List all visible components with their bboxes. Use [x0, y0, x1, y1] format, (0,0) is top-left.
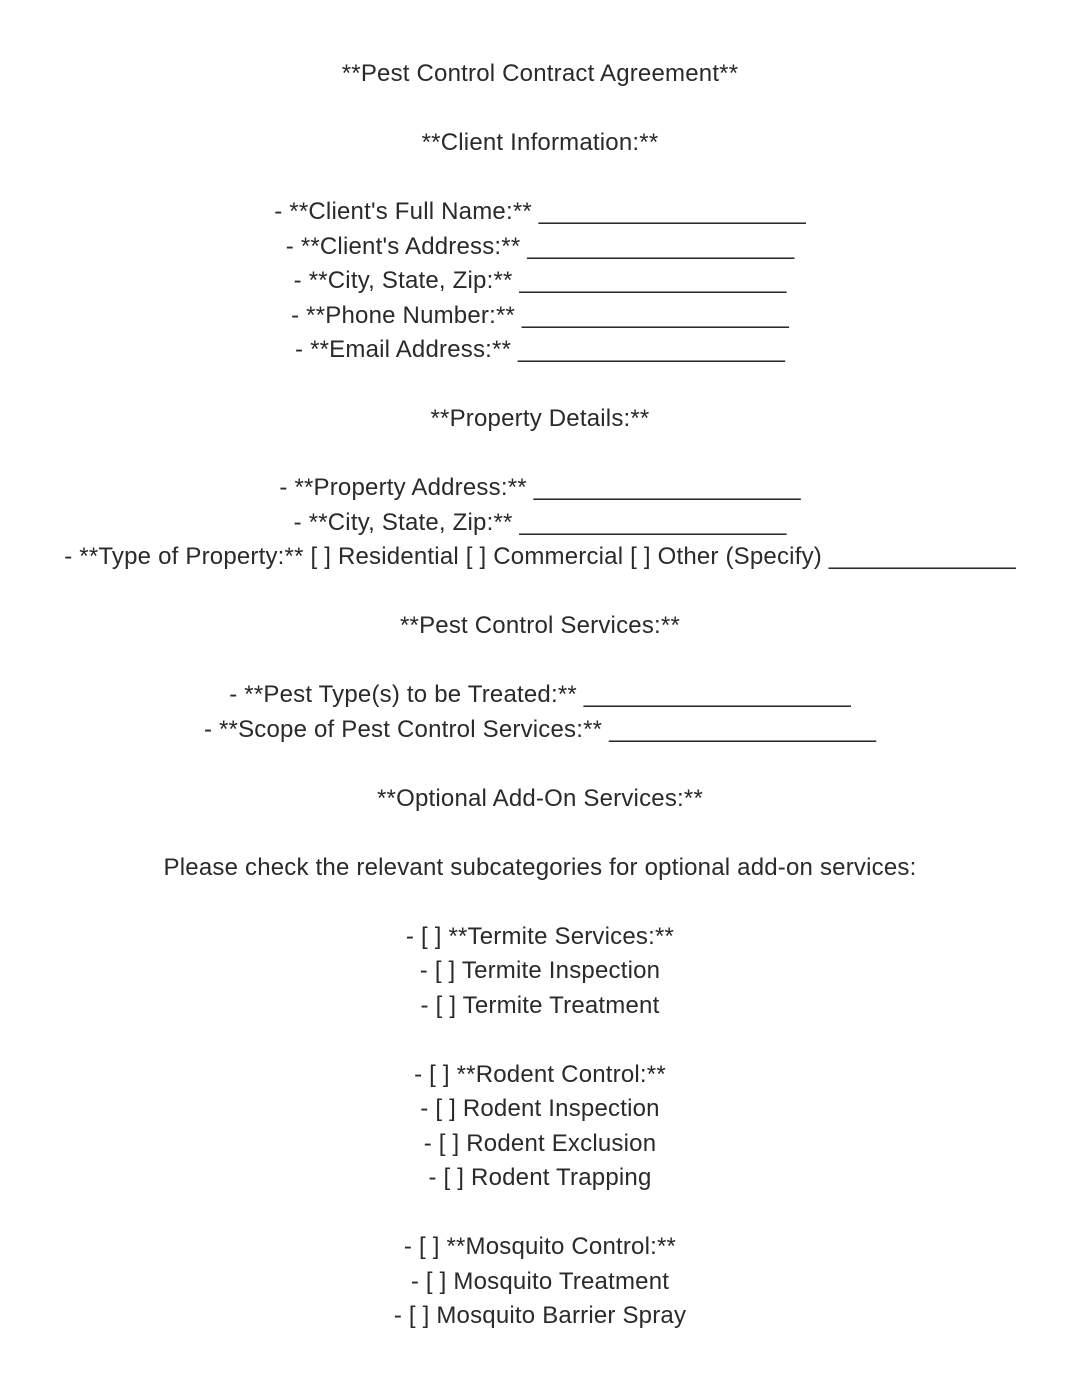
fill-in-blank: ______________ — [828, 543, 1016, 570]
blank-line — [0, 644, 1080, 679]
section-heading-property-details: **Property Details:** — [430, 405, 650, 432]
form-field-pest-types — [0, 678, 1080, 713]
field-label: - **City, State, Zip:** — [293, 508, 513, 536]
blank-line — [0, 747, 1080, 782]
form-field-phone-number — [0, 299, 1080, 334]
fill-in-blank: ____________________ — [583, 681, 851, 708]
form-field-property-city-state-zip — [0, 506, 1080, 541]
blank-line — [0, 368, 1080, 403]
fill-in-blank: ____________________ — [533, 474, 801, 501]
field-label: - **Phone Number:** — [291, 301, 516, 329]
field-label: - **Client's Address:** — [285, 232, 521, 260]
fill-in-blank: ____________________ — [519, 508, 787, 536]
checkbox-item-termite-inspection: - [ ] Termite Inspection — [419, 957, 661, 984]
checkbox-item-rodent-inspection: - [ ] Rodent Inspection — [420, 1095, 660, 1122]
checkbox-group-header-mosquito-control: - [ ] **Mosquito Control:** — [403, 1233, 677, 1260]
field-label: - **Property Address:** — [279, 474, 527, 501]
blank-line — [0, 1196, 1080, 1231]
fill-in-blank: ____________________ — [521, 301, 789, 329]
checkbox-group-header-termite-services: - [ ] **Termite Services:** — [405, 922, 675, 950]
fill-in-blank: ____________________ — [518, 336, 785, 363]
form-field-client-address — [0, 230, 1080, 265]
section-heading-pest-control-services: **Pest Control Services:** — [400, 612, 680, 639]
checkbox-item-mosquito-barrier-spray: - [ ] Mosquito Barrier Spray — [393, 1302, 687, 1329]
form-field-property-address — [0, 471, 1080, 506]
field-label: - **Pest Type(s) to be Treated:** — [229, 681, 577, 708]
blank-line — [0, 816, 1080, 851]
form-field-city-state-zip — [0, 264, 1080, 299]
blank-line — [0, 92, 1080, 127]
blank-line — [0, 885, 1080, 920]
document-title: **Pest Control Contract Agreement** — [341, 60, 739, 87]
field-label: - **City, State, Zip:** — [293, 267, 513, 294]
fill-in-blank: ____________________ — [538, 198, 806, 225]
section-heading-client-information: **Client Information:** — [421, 129, 659, 156]
form-field-scope-of-services — [0, 713, 1080, 748]
fill-in-blank: ____________________ — [527, 232, 795, 260]
blank-line — [0, 437, 1080, 472]
field-label: - **Client's Full Name:** — [274, 198, 532, 225]
form-field-client-full-name — [0, 195, 1080, 230]
form-field-email-address — [0, 333, 1080, 368]
blank-line — [0, 1023, 1080, 1058]
checkbox-item-mosquito-treatment: - [ ] Mosquito Treatment — [410, 1267, 670, 1295]
fill-in-blank: ____________________ — [609, 715, 877, 743]
checkbox-item-rodent-trapping: - [ ] Rodent Trapping — [428, 1164, 652, 1191]
section-heading-optional-addon-services: **Optional Add-On Services:** — [377, 784, 703, 812]
fill-in-blank: ____________________ — [519, 267, 787, 294]
form-field-type-of-property — [0, 540, 1080, 575]
blank-line — [0, 161, 1080, 196]
checkbox-group-header-rodent-control: - [ ] **Rodent Control:** — [414, 1060, 666, 1088]
checkbox-item-termite-treatment: - [ ] Termite Treatment — [420, 991, 660, 1019]
field-label: - **Scope of Pest Control Services:** — [203, 715, 603, 743]
field-label: - **Type of Property:** [ ] Residential [ ] Commercial [ ] Other (Specify) — [64, 543, 822, 570]
field-label: - **Email Address:** — [295, 336, 512, 363]
instruction-text: Please check the relevant subcategories for optional add-on services: — [163, 853, 917, 881]
checkbox-item-rodent-exclusion: - [ ] Rodent Exclusion — [423, 1129, 657, 1157]
blank-line — [0, 575, 1080, 610]
